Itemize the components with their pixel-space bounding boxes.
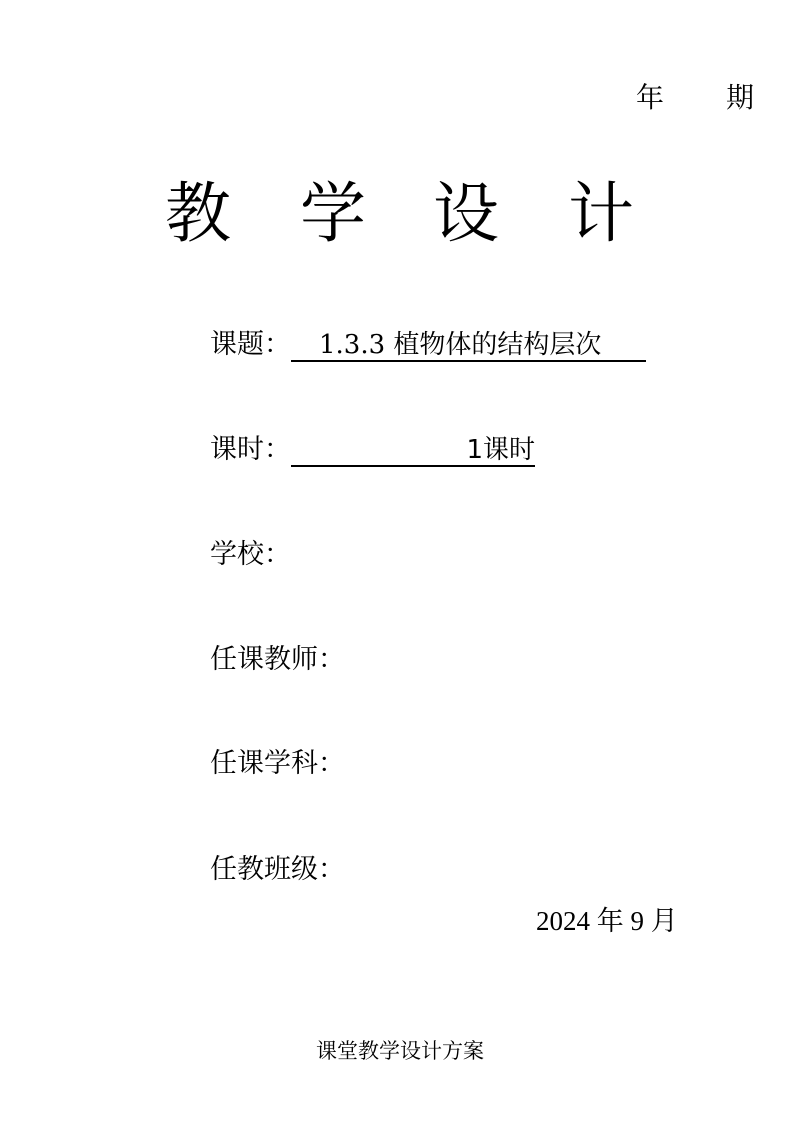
hours-field	[210, 432, 535, 468]
document-date: 2024 年 9 月	[536, 906, 678, 936]
header-year-label: 年	[636, 81, 665, 114]
title-char-1: 教	[165, 175, 231, 252]
topic-value-number: 1.3.3	[319, 330, 394, 360]
hours-value: 1课时	[291, 435, 535, 467]
subject-field	[210, 746, 345, 782]
class-field	[210, 852, 345, 888]
topic-value-text: 植物体的结构层次	[393, 330, 602, 360]
school-field	[210, 537, 291, 573]
title-char-4: 计	[568, 175, 634, 252]
teacher-label: 任课教师：	[210, 644, 345, 675]
topic-label: 课题：	[210, 329, 291, 360]
main-title	[0, 172, 800, 256]
school-label: 学校：	[210, 539, 291, 570]
title-char-3: 设	[433, 175, 499, 252]
hours-label: 课时：	[210, 434, 291, 465]
page-footer: 课堂教学设计方案	[316, 1039, 484, 1063]
topic-value	[291, 330, 646, 362]
topic-field	[210, 327, 646, 363]
teacher-field	[210, 642, 345, 678]
class-label: 任教班级：	[210, 854, 345, 885]
title-char-2: 学	[300, 175, 366, 252]
subject-label: 任课学科：	[210, 748, 345, 779]
header-period-label: 期	[726, 81, 755, 114]
